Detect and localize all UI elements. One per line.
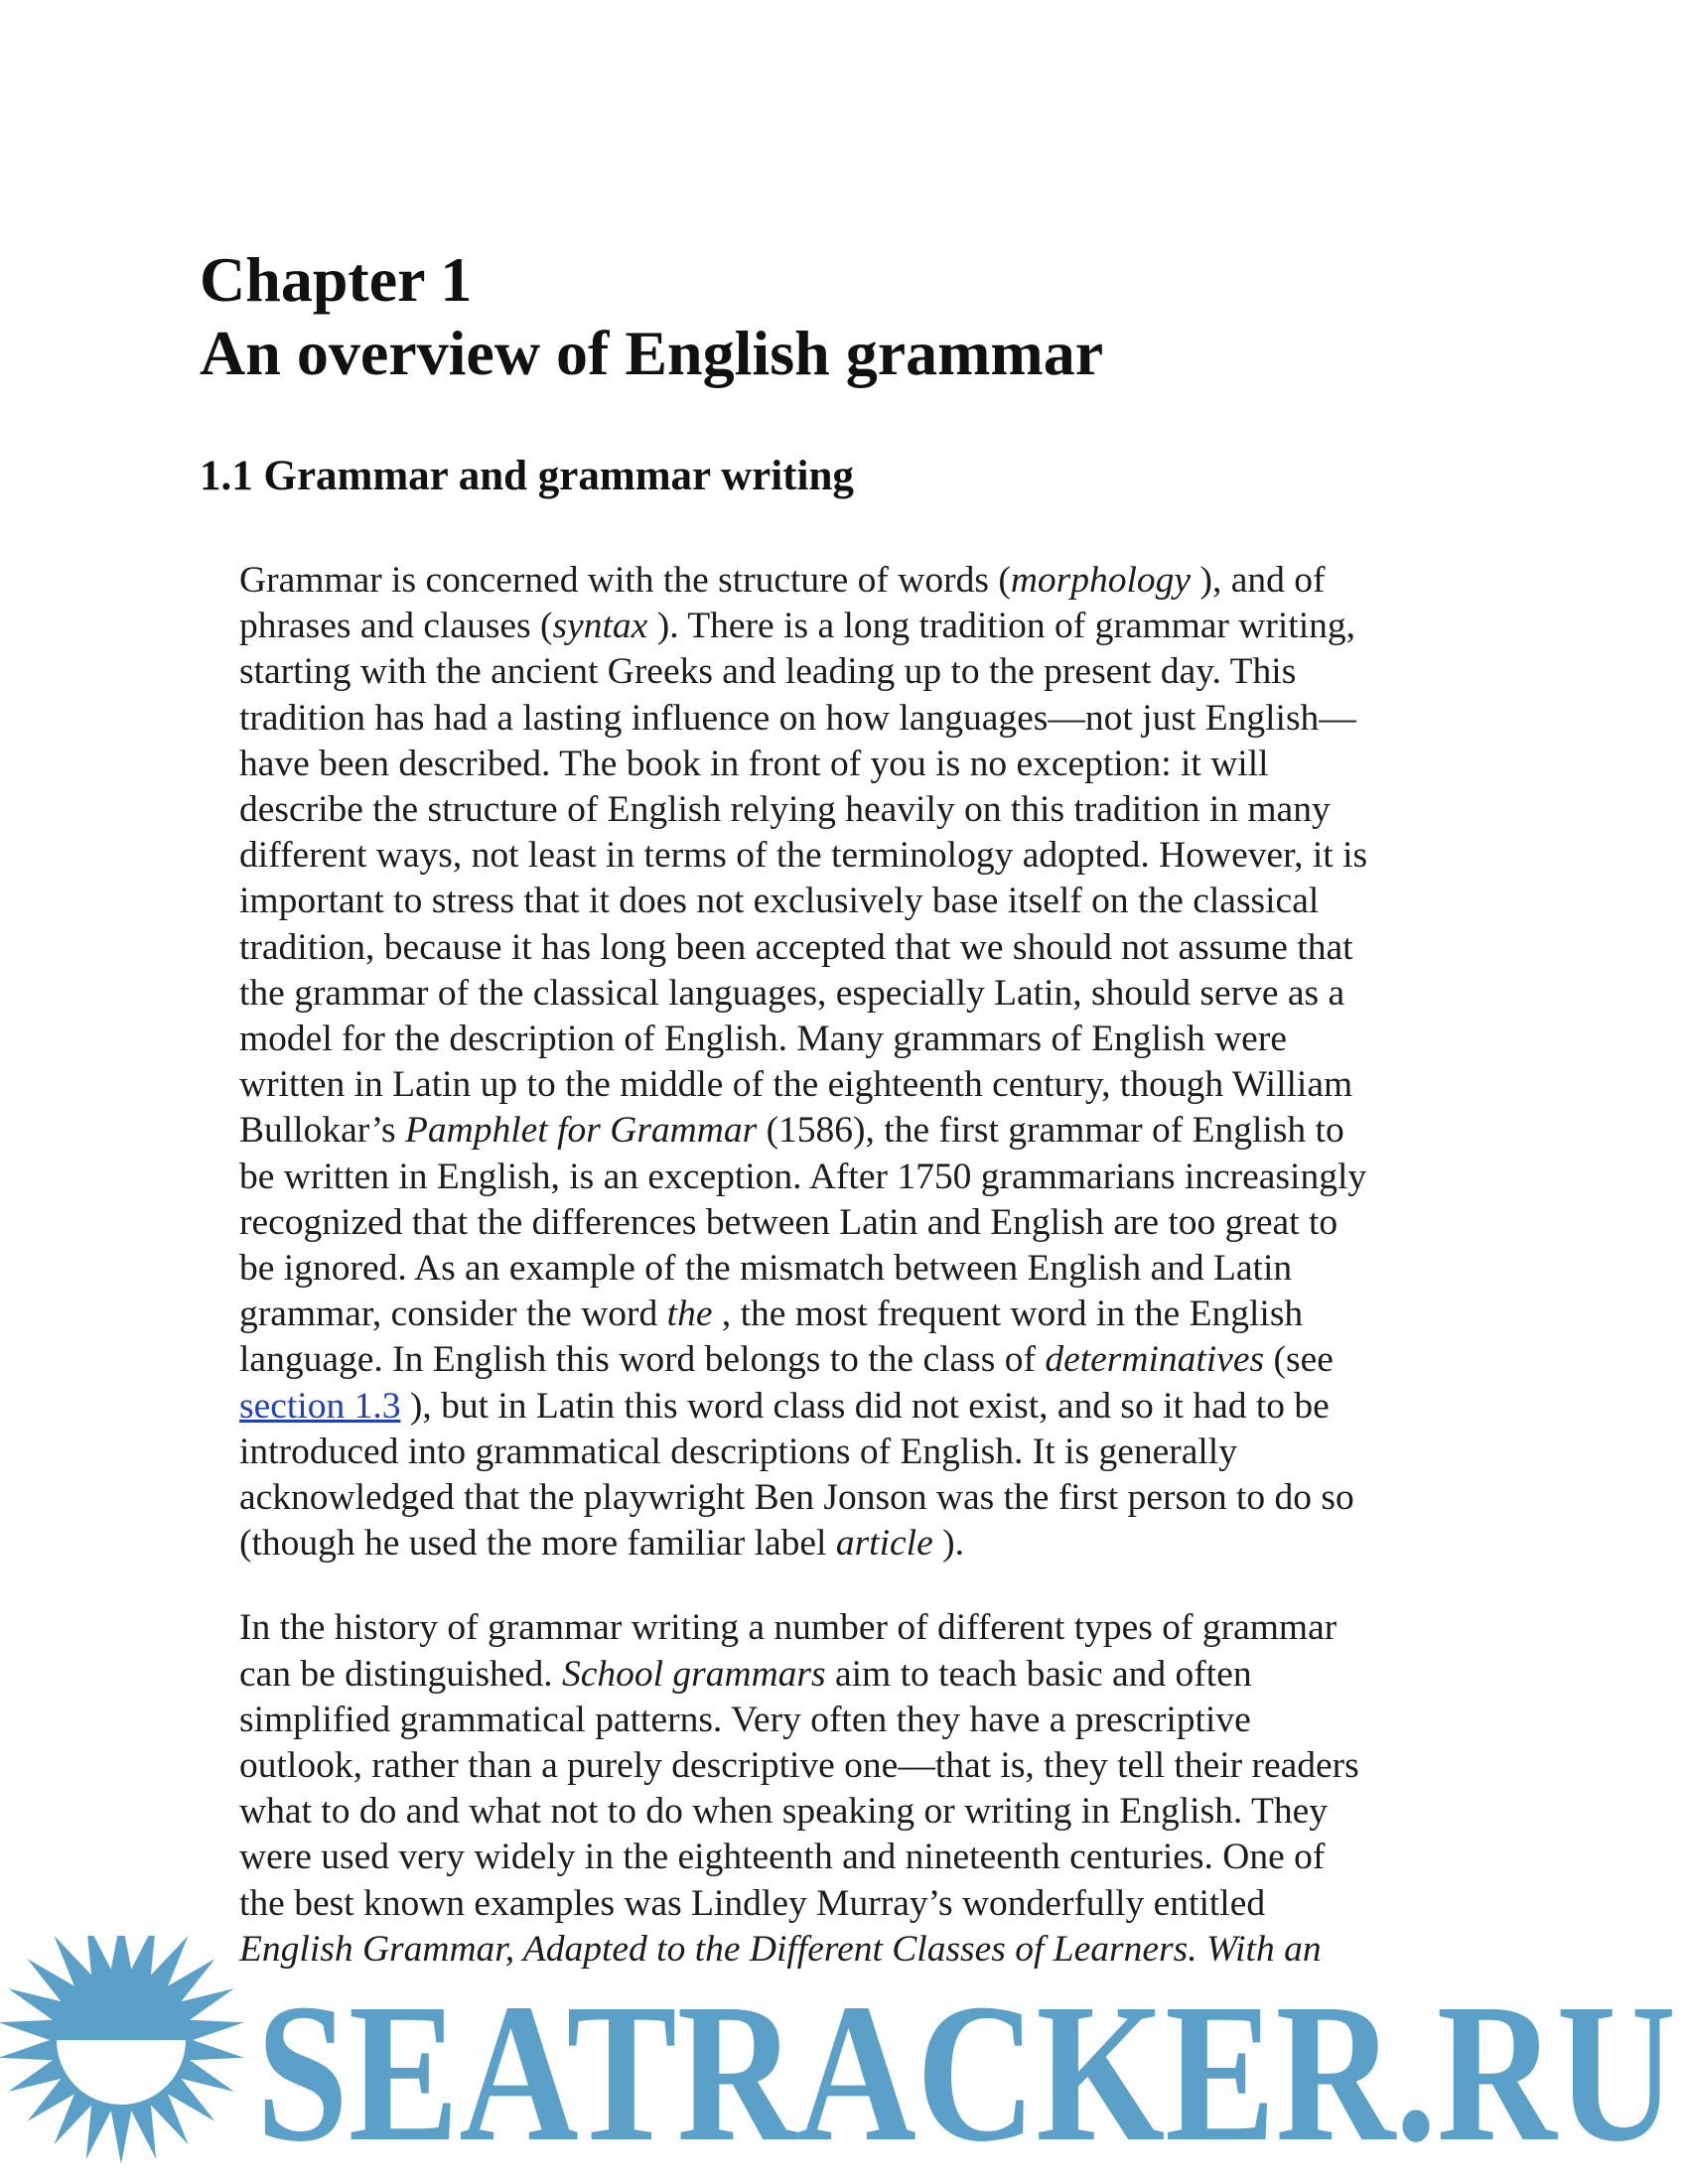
text-line: language. In English this word belongs to the class of determinatives (see [239, 1339, 1334, 1381]
chapter-number: Chapter 1 [200, 244, 473, 315]
chapter-name: An overview of English grammar [200, 318, 1104, 388]
text-line: simplified grammatical patterns. Very often they have a prescriptive [239, 1699, 1251, 1740]
book-title: Pamphlet for Grammar [405, 1110, 758, 1152]
text-line: important to stress that it does not exclusively base itself on the classical [239, 881, 1320, 922]
text-line: In the history of grammar writing a number of different types of grammar [239, 1607, 1337, 1649]
chapter-title [200, 243, 1103, 390]
text-line: tradition has had a lasting influence on how languages—not just English— [239, 697, 1356, 739]
paragraph-1 [239, 558, 1471, 1567]
text-line: introduced into grammatical descriptions of English. It is generally [239, 1431, 1237, 1472]
term-determinatives: determinatives [1045, 1339, 1265, 1381]
text-line: model for the description of English. Many grammars of English were [239, 1019, 1287, 1060]
sun-logo-icon [0, 1936, 244, 2164]
text-line: (though he used the more familiar label article ). [239, 1523, 964, 1565]
text-line: recognized that the differences between Latin and English are too great to [239, 1201, 1338, 1243]
term-article: article [835, 1523, 933, 1565]
text-line: the grammar of the classical languages, especially Latin, should serve as a [239, 972, 1345, 1014]
section-heading: 1.1 Grammar and grammar writing [200, 453, 854, 499]
text-line: different ways, not least in terms of the terminology adopted. However, it is [239, 835, 1368, 877]
book-title-murray: English Grammar, Adapted to the Different Classes of Learners. With an [239, 1928, 1322, 1970]
term-school-grammars: School grammars [561, 1653, 826, 1695]
term-the: the [666, 1294, 713, 1335]
paragraph-gap [239, 1567, 1471, 1605]
text-line: what to do and what not to do when speaking or writing in English. They [239, 1791, 1329, 1833]
text-line: section 1.3 ), but in Latin this word class did not exist, and so it had to be [239, 1385, 1330, 1427]
text-line: were used very widely in the eighteenth and nineteenth centuries. One of [239, 1837, 1326, 1878]
watermark [0, 1936, 1688, 2184]
text-line: grammar, consider the word the , the most frequent word in the English [239, 1294, 1304, 1335]
text-line: can be distinguished. School grammars aim to teach basic and often [239, 1653, 1252, 1695]
body-text [239, 558, 1471, 1973]
text-line: outlook, rather than a purely descriptive one—that is, they tell their readers [239, 1745, 1359, 1787]
text-line: phrases and clauses (syntax ). There is a long tradition of grammar writing, [239, 606, 1355, 647]
section-1-3-link[interactable]: section 1.3 [239, 1385, 401, 1427]
term-syntax: syntax [552, 606, 648, 647]
text-line: tradition, because it has long been accepted that we should not assume that [239, 926, 1353, 968]
text-line: written in Latin up to the middle of the eighteenth century, though William [239, 1064, 1353, 1106]
watermark-text: SEATRACKER.RU [256, 1964, 1676, 2183]
text-line: be written in English, is an exception. After 1750 grammarians increasingly [239, 1156, 1367, 1197]
text-line: describe the structure of English relying heavily on this tradition in many [239, 789, 1331, 831]
paragraph-2 [239, 1605, 1471, 1973]
text-line: Grammar is concerned with the structure of words (morphology ), and of [239, 560, 1326, 601]
text-line: starting with the ancient Greeks and leading up to the present day. This [239, 651, 1297, 693]
text-line: have been described. The book in front of you is no exception: it will [239, 743, 1269, 784]
text-line: be ignored. As an example of the mismatch between English and Latin [239, 1248, 1293, 1290]
text-line: acknowledged that the playwright Ben Jonson was the first person to do so [239, 1477, 1354, 1519]
term-morphology: morphology [1010, 560, 1192, 601]
text-line: the best known examples was Lindley Murray’s wonderfully entitled [239, 1882, 1266, 1924]
text-line: Bullokar’s Pamphlet for Grammar (1586), the first grammar of English to [239, 1110, 1344, 1152]
